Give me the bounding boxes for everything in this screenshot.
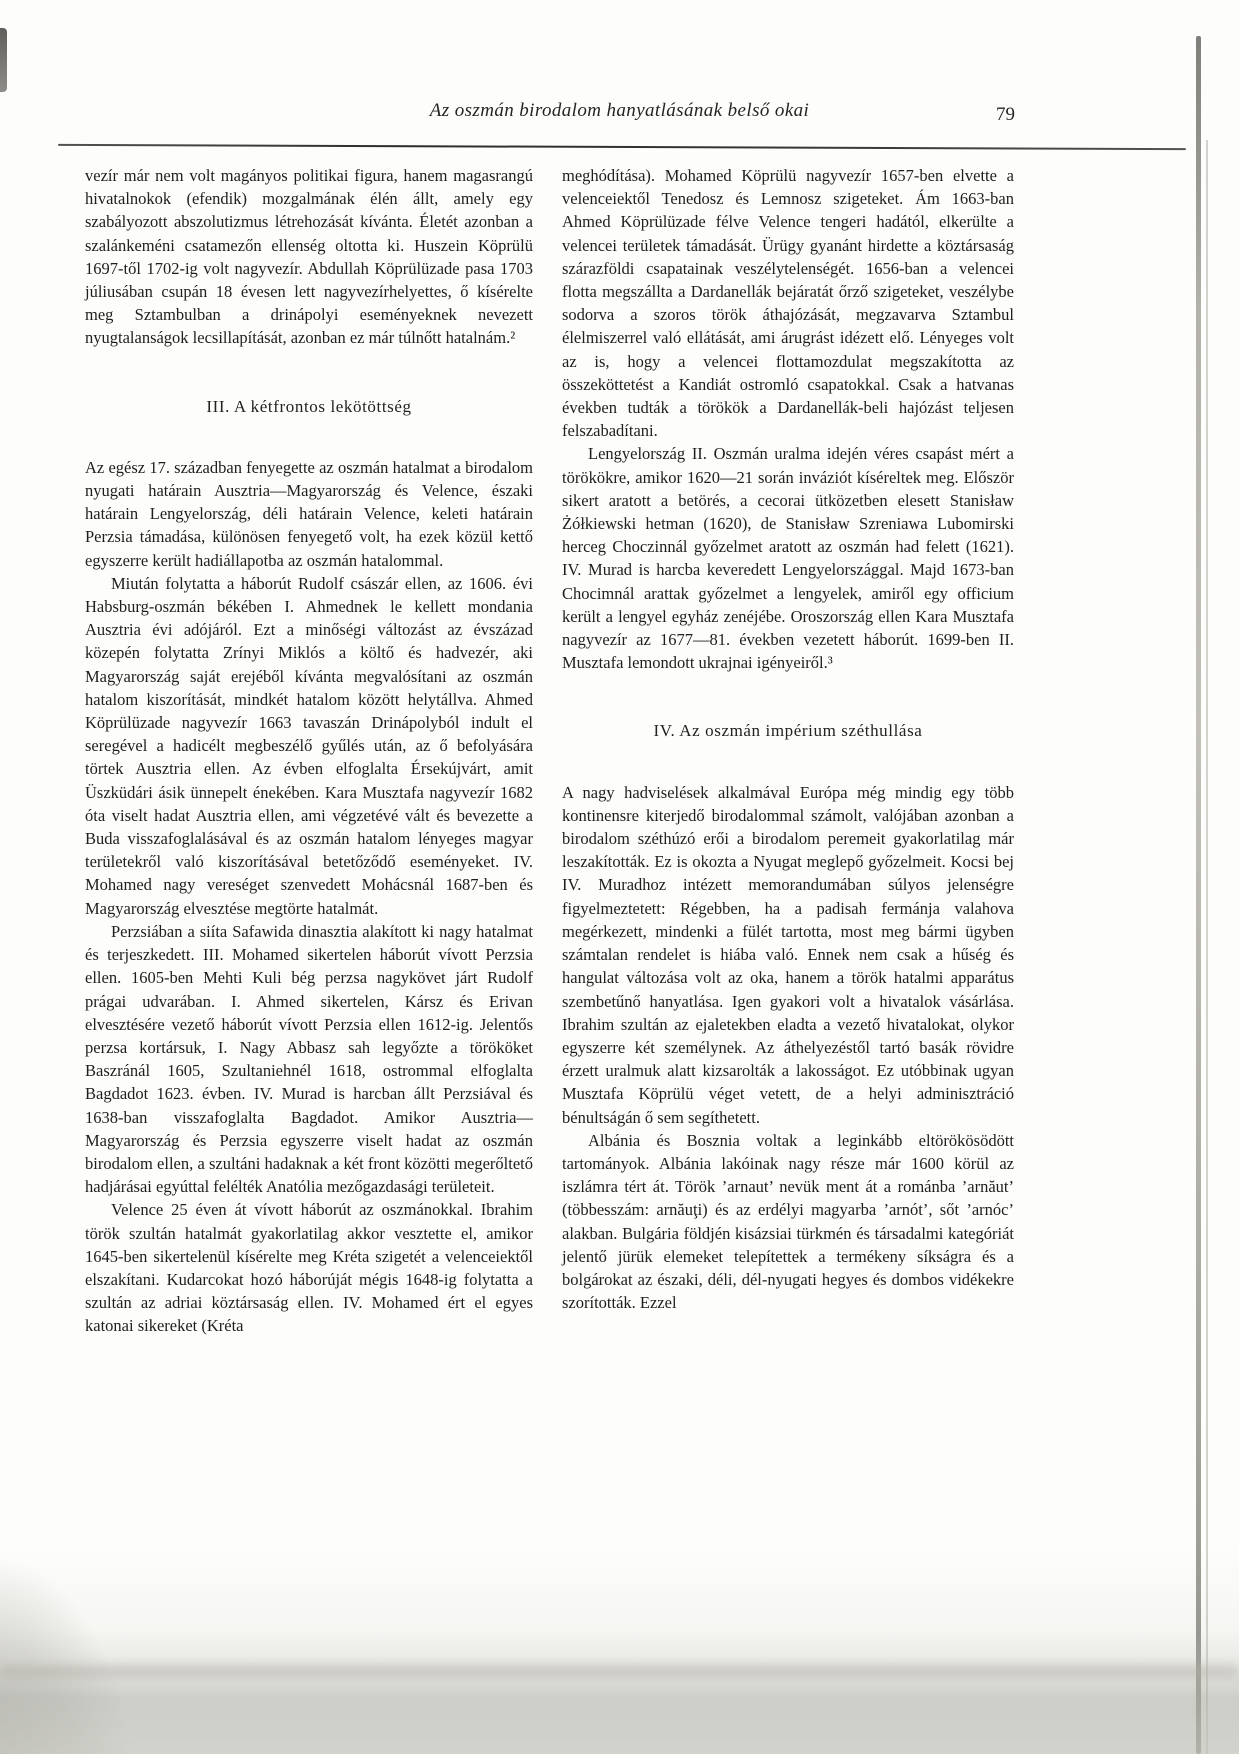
paragraph: Lengyelország II. Oszmán uralma idején véres csapást mért a törökökre, amikor 1620—21 során inváziót kíséreltek meg. Először sikert aratott a betörés, a cecorai ütközetben elesett Stanisław Żółkiewski hetman (1620), de Stanisław Szreniawa Lubomirski herceg Choczinnál győzelmet aratott az oszmán had felett (1621). IV. Murad is harcba keveredett Lengyelországgal. Majd 1673-ban Chocimnál arattak győzelmet a lengyelek, amiről egy officium került a lengyel egyház zenéjébe. Oroszország ellen Kara Musztafa nagyvezír az 1677—81. években vezetett háborút. 1699-ben II. Musztafa lemondott ukrajnai igényeiről.³ — [562, 444, 1014, 673]
paragraph-continuation: meghódítása). Mohamed Köprülü nagyvezír 1657-ben elvette a velenceiektől Tenedosz és Lemnosz szigeteket. Ám 1663-ban Ahmed Köprülüzade félve Velence tengeri hadától, elkerülte a velencei területek támadását. Ürügy gyanánt hirdette a köztársaság szárazföldi csapatainak veszélytelenségét. 1656-ban a velencei flotta megszállta a Dardanellák bejáratát őrző szigeteket, veszélybe sodorva a szoros török áthajózását, megzavarva Sztambul élelmiszerrel való ellátását, ami árugrást idézett elő. Lényeges volt az is, hogy a velencei flottamozdulat megszakította az összeköttetést a Kandiát ostromló csapatokkal. Csak a hatvanas években tudták a törökök a Dardanellák-beli hajózást teljesen felszabadítani. — [562, 166, 1014, 441]
book-spine-shadow — [1196, 36, 1201, 1754]
scan-bottom-band — [0, 1630, 1239, 1754]
running-title: Az oszmán birodalom hanyatlásának belső okai — [429, 100, 810, 121]
paragraph: A nagy hadviselések alkalmával Európa még mindig egy több kontinensre kiterjedő birodalommal számolt, valójában azonban a birodalom széthúzó erői a birodalom peremeit gyakorlatilag már leszakították. Ez is okozta a Nyugat meglepő győzelmeit. Kocsi bej IV. Muradhoz intézett memorandumában súlyos jelenségre figyelmeztetett: Régebben, ha a padisah fermánja valahova megérkezett, mindenki a fülét tartotta, most meg bármi ügyben számtalan rendelet is hiába való. Ennek nem csak a hűség és hangulat változása volt az oka, hanem a török hatalmi apparátus szembetűnő hanyatlása. Igen gyakori volt a hivatalok vásárlása. Ibrahim szultán az ejaletekben eladta a vezető hivatalokat, olykor egyszerre két személynek. Az áthelyezéstől tartó basák rövidre érzett uralmuk alatt kizsarolták a lakosságot. Ez utóbbinak ugyan Musztafa Köprülü véget vetett, de a helyi adminisztráció bénultságán ő sem segíthetett. — [562, 782, 1014, 1127]
paragraph: Miután folytatta a háborút Rudolf császár ellen, az 1606. évi Habsburg-oszmán békében I. Ahmednek le kellett mondania Ausztria évi adójáról. Ezt a minőségi változást az évszázad közepén folytatta Zrínyi Miklós a költő és hadvezér, aki Magyarország saját erejéből kívánta megvalósítani az oszmán hatalom kiszorítását, mindkét hatalom között helytállva. Ahmed Köprülüzade nagyvezír 1663 tavaszán Drinápolyból indult el seregével a hadicélt megbeszélő gyűlés után, az ő befolyására törtek Ausztria ellen. Az évben elfoglalta Érsekújvárt, amit Üszküdári ásik ünnepelt énekében. Kara Musztafa nagyvezír 1682 óta viselt hadat Ausztria ellen, ami végzetévé vált és bevezette a Buda visszafoglalásával és az oszmán hatalom lényeges magyar területekről való kiszorításával betetőződő eseményeket. IV. Mohamed nagy vereséget szenvedett Mohácsnál 1687-ben és Magyarország elvesztése megtörte hatalmát. — [85, 573, 533, 918]
section-heading-iii: III. A kétfrontos lekötöttség — [206, 396, 412, 416]
paragraph: Az egész 17. században fenyegette az oszmán hatalmat a birodalom nyugati határain Ausztria—Magyarország és Velence, északi határain Lengyelország, déli határain Velence, keleti határain Perzsia támadása, különösen fenyegető volt, ha ezek közül kettő egyszerre került hadiállapotba az oszmán hatalommal. — [85, 457, 533, 570]
scan-edge-mark — [0, 28, 7, 92]
paragraph: Perzsiában a siíta Safawida dinasztia alakított ki nagy hatalmat és terjeszkedett. III. Mohamed sikertelen háborút vívott Perzsia ellen. 1605-ben Mehti Kuli bég perzsa nagykövet járt Rudolf prágai udvarában. I. Ahmed sikertelen, Kársz és Erivan elvesztésére vezető háborút vívott Perzsia ellen 1612-ig. Jelentős perzsa kortársuk, I. Nagy Abbasz sah legyőzte a törököket Baszránál 1605, Szultaniehnél 1618, ostrommal elfoglalta Bagdadot 1623. évben. IV. Murad is harcban állt Perzsiával és 1638-ban visszafoglalta Bagdadot. Amikor Ausztria—Magyarország és Perzsia egyszerre viselt hadat az oszmán birodalom ellen, a szultáni hadaknak a két front közötti megerőltető hadjárásai egyúttal felélték Anatólia mezőgazdasági területeit. — [85, 921, 533, 1197]
section-heading-iv: IV. Az oszmán impérium széthullása — [653, 721, 923, 741]
book-spine-shadow-secondary — [1206, 140, 1208, 1754]
left-column — [85, 164, 533, 1338]
page-number: 79 — [996, 104, 1015, 125]
paragraph: Albánia és Bosznia voltak a leginkább eltörökösödött tartományok. Albánia lakóinak nagy része már 1600 körül az iszlámra tért át. Török ’arnaut’ nevük ment át a románba ’arnăut’ (többesszám: arnăuţi) és az erdélyi magyarba ’arnót’, sőt ’arnóc’ alakban. Bulgária földjén kisázsiai türkmén és társadalmi kategóriát jelentő jürük elemeket telepítettek a termékeny síkságra és a bolgárokat az északi, déli, dél-nyugati hegyes és dombos vidékekre szorították. Ezzel — [562, 1130, 1014, 1313]
paragraph: Velence 25 éven át vívott háborút az oszmánokkal. Ibrahim török szultán hatalmát gyakorlatilag akkor vesztette el, amikor 1645-ben sikertelenül kísérelte meg Kréta szigetét a velenceiektől elszakítani. Kudarcokat hozó háborúját mégis 1648-ig folytatta a szultán az adriai köztársaság ellen. IV. Mohamed ért el egyes katonai sikereket (Kréta — [85, 1200, 533, 1336]
right-column — [562, 164, 1014, 1314]
paragraph-continuation: vezír már nem volt magányos politikai figura, hanem magasrangú hivatalnokok (efendik) mozgalmának élén állt, amely egy szabályozott abszolutizmus létrehozását kívánta. Életét azonban a szalánkeméni csatamezőn ellenség oltotta ki. Huszein Köprülü 1697-től 1702-ig volt nagyvezír. Abdullah Köprülüzade pasa 1703 júliusában csupán 18 évesen lett nagyvezírhelyettes, ő kísérelte meg Sztambulban a drinápolyi eseményeknek nevezett nyugtalanságok lecsillapítását, azonban ez már túlnőtt hatalnám.² — [85, 166, 533, 348]
header-rule — [58, 144, 1186, 150]
